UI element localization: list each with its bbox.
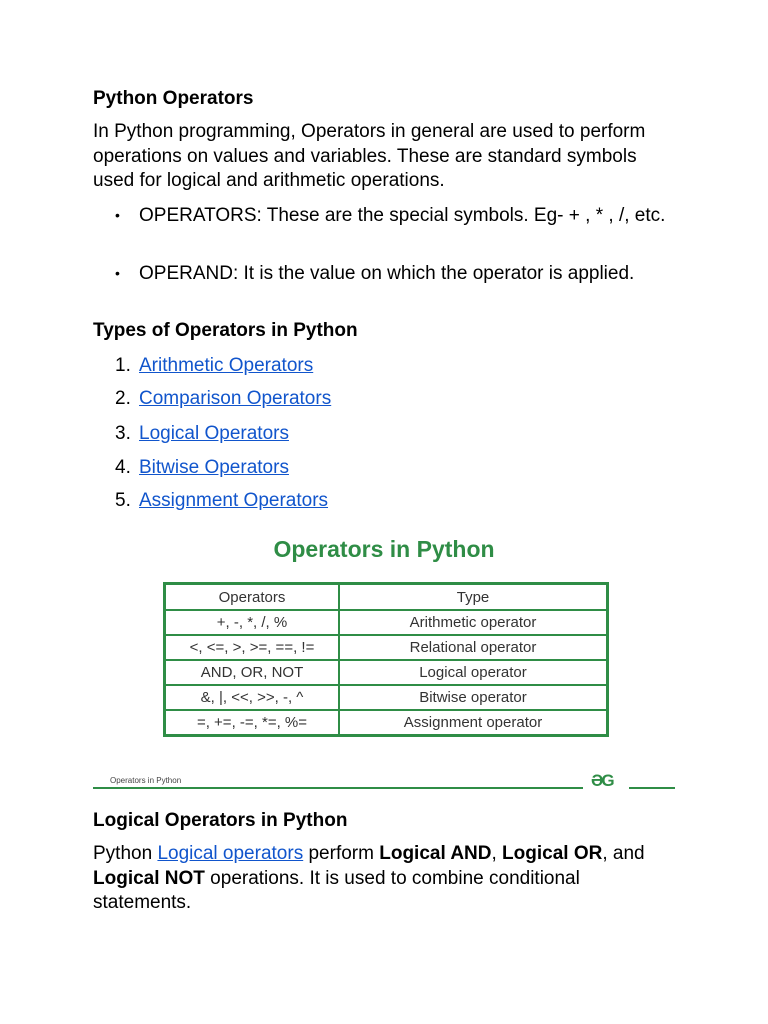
list-number: 5. [115, 490, 131, 511]
table-cell: Logical operator [339, 660, 608, 685]
list-number: 1. [115, 355, 131, 376]
bold-term: Logical OR [502, 843, 603, 864]
list-number: 2. [115, 388, 131, 409]
gfg-logo-icon: ƏG [591, 771, 613, 790]
link-logical-operators[interactable]: Logical Operators [139, 423, 289, 444]
link-bitwise-operators[interactable]: Bitwise Operators [139, 457, 289, 478]
list-number: 4. [115, 457, 131, 478]
bullet-item: OPERAND: It is the value on which the operator is applied. [139, 263, 635, 284]
heading-types-of-operators: Types of Operators in Python [93, 320, 358, 341]
link-assignment-operators[interactable]: Assignment Operators [139, 490, 329, 511]
heading-logical-operators: Logical Operators in Python [93, 810, 348, 831]
table-cell: &, |, <<, >>, -, ^ [165, 685, 340, 710]
bullet-item: OPERATORS: These are the special symbols. Eg- + , * , /, etc. [139, 205, 666, 226]
table-row [165, 685, 608, 710]
operators-figure [93, 530, 675, 792]
text-run: Python [93, 843, 158, 864]
table-cell: <, <=, >, >=, ==, != [165, 635, 340, 660]
bold-term: Logical NOT [93, 867, 205, 889]
table-row [165, 660, 608, 685]
footer-divider [93, 787, 583, 789]
list-number: 3. [115, 423, 131, 444]
table-cell: Relational operator [339, 635, 608, 660]
text-run: , [491, 843, 503, 864]
table-cell: =, +=, -=, *=, %= [165, 710, 340, 736]
table-header-row [165, 584, 608, 611]
table-cell: Bitwise operator [339, 685, 608, 710]
table-cell: Assignment operator [339, 710, 608, 736]
logical-paragraph [93, 842, 683, 916]
figure-footer-caption: Operators in Python [110, 776, 182, 785]
link-comparison-operators[interactable]: Comparison Operators [139, 388, 332, 409]
bold-term: Logical AND [379, 843, 492, 864]
table-header-cell: Type [339, 584, 608, 611]
table-row [165, 710, 608, 736]
link-logical-operators-inline[interactable]: Logical operators [157, 843, 304, 864]
heading-python-operators: Python Operators [93, 88, 254, 109]
bullet-icon: • [115, 265, 120, 281]
text-run: operations. It is used to combine conditional statements. [93, 867, 580, 913]
operators-table [163, 582, 609, 737]
table-cell: Arithmetic operator [339, 610, 608, 635]
text-run: , and [602, 843, 645, 864]
table-row [165, 635, 608, 660]
link-arithmetic-operators[interactable]: Arithmetic Operators [139, 355, 314, 376]
footer-divider [629, 787, 675, 789]
table-cell: +, -, *, /, % [165, 610, 340, 635]
table-header-cell: Operators [165, 584, 340, 611]
bullet-icon: • [115, 207, 120, 223]
table-cell: AND, OR, NOT [165, 660, 340, 685]
table-row [165, 610, 608, 635]
intro-paragraph: In Python programming, Operators in general are used to perform operations on values and variables. These are standard symbols used for logical and arithmetic operations. [93, 121, 646, 191]
text-run: perform [303, 843, 380, 864]
figure-title: Operators in Python [273, 536, 495, 562]
